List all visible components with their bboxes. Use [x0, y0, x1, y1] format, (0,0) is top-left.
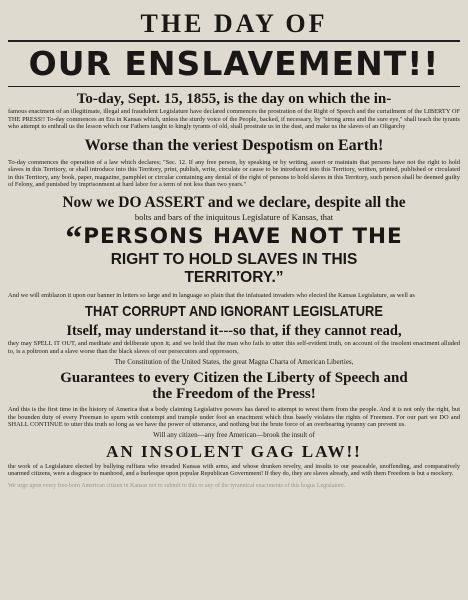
paragraph-2: To-day commences the operation of a law which declares; "Sec. 12. If any free person, by speaking or by writing, assert or maintain that persons have not the right to hold slaves in this Territory, or shall introduce into this Territory, print, publish, write, circulate or cause to be introduced into this Territory, written, printed, published or circulated in this Territory, any book, paper, magazine, pamphlet or circular containing any denial of the right of persons to hold slaves in this Territory, such person shall be deemed guilty of Felony, and punished by imprisonment at hard labor for a term of not less than two years.": [8, 158, 460, 188]
quote-line-1-text: PERSONS HAVE NOT THE: [83, 223, 403, 249]
legislature-heading: THAT CORRUPT AND IGNORANT LEGISLATURE: [85, 303, 383, 320]
divider: [8, 86, 460, 87]
guarantees-line-2: the Freedom of the Press!: [152, 386, 316, 402]
open-quote-mark: “: [65, 219, 84, 257]
understand-heading: Itself, may understand it---so that, if they cannot read,: [66, 323, 402, 339]
paragraph-1: famous enactment of an illegitimate, illegal and fraudulent Legislature have declared commences the prostration of the Right of Speech and the curtailment of the LIBERTY OF THE PRESS!! To-day commences an Era in Kansas which, unless the sturdy voice of the People, backed, if necessary, by "strong arms and the sure eye," shall teach the tyrants who attempt to enthrall us the lesson which our Fathers taught to kingly tyrants of old, shall prostrate us in the dust, and make us the slaves of an Oligarchy: [8, 108, 460, 130]
quote-line-2: RIGHT TO HOLD SLAVES IN THIS: [110, 250, 358, 268]
paragraph-4: they may SPELL IT OUT, and meditate and deliberate upon it; and we hold that the man who fails to utter this self-evident truth, on account of the insolent enactment alluded to, is a poltroon and a slave worse than the black slaves of our persecutors and oppressors,: [8, 340, 460, 355]
divider: [8, 40, 460, 42]
assert-heading: Now we DO ASSERT and we declare, despite all the: [62, 193, 406, 211]
constitution-line: The Constitution of the United States, the great Magna Charta of American Liberties,: [114, 358, 354, 366]
quote-line-1: [8, 219, 460, 257]
paragraph-6: the work of a Legislature elected by bullying ruffians who invaded Kansas with arms, and whose drunken revelry, and insults to our peaceable, unoffending, and comparatively unarmed citizens, were a disgrace to manhood, and a burlesque upon popular Republican Government! If they do, they are slaves already, and with them Freedom is but a mockery.: [8, 462, 460, 477]
guarantees-line-1: Guarantees to every Citizen the Liberty of Speech and: [60, 370, 408, 386]
paragraph-3: And we will emblazon it upon our banner in letters so large and in language so plain that the infatuated invaders who elected the Kansas Legislature, as well as: [8, 291, 415, 299]
title-line-2: OUR ENSLAVEMENT!!: [28, 44, 440, 83]
lead-line: To-day, Sept. 15, 1855, is the day on which the in-: [76, 91, 392, 107]
gag-law-heading: AN INSOLENT GAG LAW!!: [106, 441, 362, 461]
quote-line-3: TERRITORY.”: [184, 268, 284, 286]
assert-subline: bolts and bars of the iniquitous Legislature of Kansas, that: [134, 211, 334, 222]
title-line-1: THE DAY OF: [140, 9, 328, 38]
paragraph-7: We urge upon every free-born American citizen in Kansas not to submit to this or any of the tyrannical enactments of this bogus Legislature.: [8, 483, 346, 490]
will-any-line: Will any citizen—any free American—brook the insult of: [153, 430, 315, 439]
paragraph-5: And this is the first time in the history of America that a body claiming Legislative powers has dared to attempt to wrest them from the people. And it is not only the right, but the bounden duty of every Freeman to spurn with contempt and trample under foot an enactment which thus basely violates the rights of Freemen. For our part we DO and SHALL CONTINUE to utter this truth so long as we have the power of utterance, and nothing but the brute force of an overbearing tyranny can prevent us.: [8, 406, 460, 428]
despotism-heading: Worse than the veriest Despotism on Earth!: [84, 136, 384, 154]
